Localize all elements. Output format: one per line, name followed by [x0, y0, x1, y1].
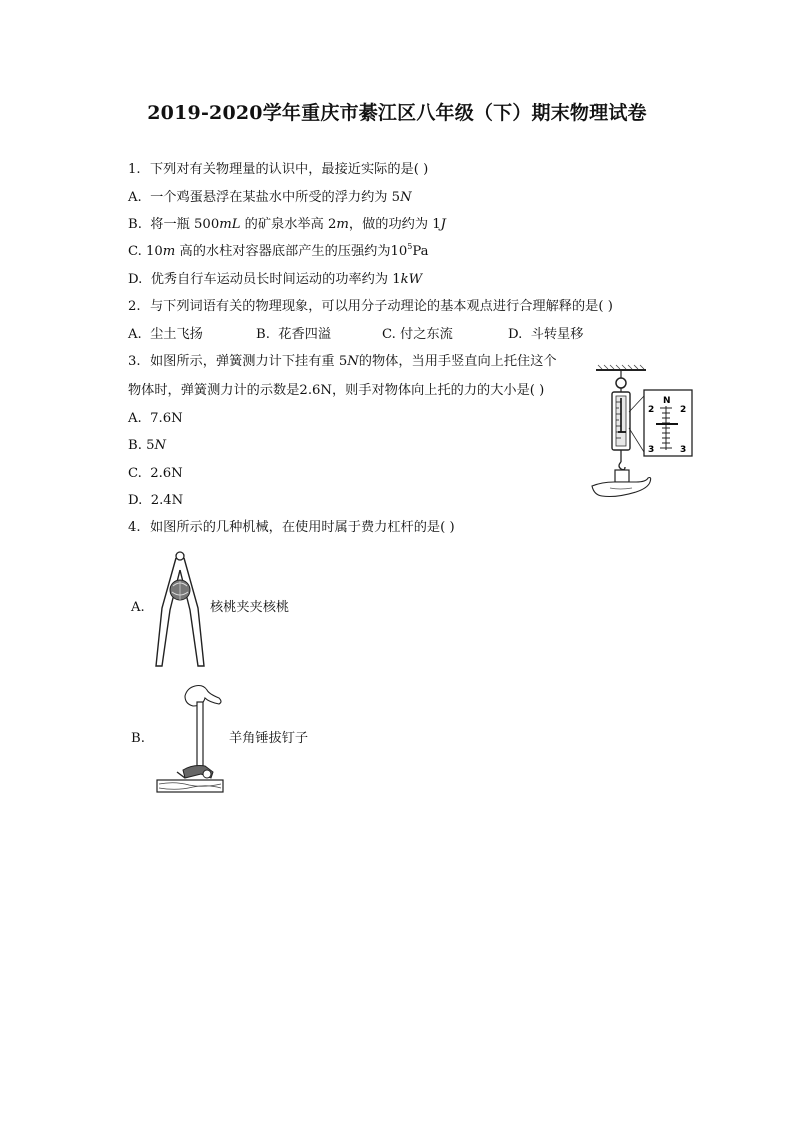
option-text: 斗转星移	[530, 327, 584, 342]
question-number: 4.	[128, 520, 141, 535]
q1-option-a[interactable]	[128, 189, 412, 207]
option-label: C.	[128, 244, 142, 259]
option-text: 7.6N	[150, 411, 183, 426]
unit: J	[440, 217, 446, 232]
question-text: 与下列词语有关的物理现象，可以用分子动理论的基本观点进行合理解释的是( )	[150, 299, 613, 314]
option-label: A.	[128, 327, 142, 342]
scale-tick-label: 3	[648, 445, 655, 455]
q2-option-a[interactable]	[128, 326, 203, 344]
option-label: B.	[256, 327, 270, 342]
scale-tick-label: 2	[648, 405, 655, 415]
option-text: 将一瓶 500	[150, 217, 220, 232]
q3-option-b[interactable]	[128, 437, 166, 455]
option-text: Pa	[412, 244, 429, 259]
option-label: D.	[508, 327, 523, 342]
question-2-stem	[128, 298, 613, 316]
q3-option-c[interactable]	[128, 465, 183, 483]
option-text: 2.4N	[150, 493, 184, 508]
claw-hammer-icon	[155, 682, 227, 794]
q1-option-c[interactable]	[128, 243, 429, 261]
q4-option-a-label[interactable]: A.	[131, 600, 145, 615]
question-1-stem	[128, 161, 428, 179]
scale-unit-label: N	[663, 396, 671, 406]
q4-option-b-caption: 羊角锤拔钉子	[229, 731, 309, 746]
option-label: D.	[128, 272, 143, 287]
option-label: C.	[128, 466, 142, 481]
q4-option-a-caption: 核桃夹夹核桃	[210, 600, 290, 615]
option-label: B.	[128, 438, 142, 453]
question-number: 1.	[128, 162, 141, 177]
option-text: 2.6N	[150, 466, 183, 481]
q2-option-d[interactable]	[508, 326, 583, 344]
spring-scale-figure	[588, 362, 698, 504]
q2-option-b[interactable]	[256, 326, 331, 344]
option-label: B.	[128, 217, 142, 232]
option-text: 付之东流	[400, 327, 453, 342]
unit: N	[347, 354, 359, 369]
exam-title: 2019-2020学年重庆市綦江区八年级（下）期末物理试卷	[147, 102, 647, 124]
q1-option-b[interactable]	[128, 216, 446, 234]
question-number: 3.	[128, 354, 141, 369]
option-text: 10	[146, 244, 163, 259]
option-label: C.	[382, 327, 396, 342]
scale-tick-label: 3	[680, 445, 687, 455]
question-3-stem-line2: 物体时，弹簧测力计的示数是2.6N，则手对物体向上托的力的大小是( )	[128, 383, 545, 398]
unit: m	[336, 217, 349, 232]
question-text: 的物体，当用手竖直向上托住这个	[358, 354, 557, 369]
option-label: A.	[128, 190, 142, 205]
question-text: 下列对有关物理量的认识中，最接近实际的是( )	[150, 162, 429, 177]
q1-option-d[interactable]	[128, 271, 422, 289]
option-text: 5	[146, 438, 155, 453]
unit: kW	[400, 272, 423, 287]
option-label: A.	[128, 411, 142, 426]
question-number: 2.	[128, 299, 141, 314]
question-3-stem-line1	[128, 353, 557, 371]
q3-option-a[interactable]	[128, 410, 183, 428]
option-text: 优秀自行车运动员长时间运动的功率约为 1	[150, 272, 401, 287]
option-text: 花香四溢	[278, 327, 332, 342]
question-text: 如图所示的几种机械，在使用时属于费力杠杆的是( )	[150, 520, 455, 535]
unit: m	[162, 244, 176, 259]
option-text: 的矿泉水举高 2	[240, 217, 337, 232]
scale-tick-label: 2	[680, 405, 687, 415]
option-text: 高的水柱对容器底部产生的压强约为10	[175, 244, 408, 259]
q4-option-b-label[interactable]: B.	[131, 731, 145, 746]
question-4-stem	[128, 519, 455, 537]
question-text: 如图所示，弹簧测力计下挂有重 5	[150, 354, 348, 369]
unit: N	[154, 438, 167, 453]
option-text: ，做的功约为 1	[348, 217, 441, 232]
option-text: 一个鸡蛋悬浮在某盐水中所受的浮力约为 5	[150, 190, 401, 205]
option-text: 尘土飞扬	[150, 327, 203, 342]
unit: N	[400, 190, 412, 205]
q3-option-d[interactable]	[128, 492, 183, 510]
q2-option-c[interactable]	[382, 326, 453, 344]
nutcracker-icon	[150, 548, 210, 668]
unit: mL	[219, 217, 241, 232]
superscript: 5	[407, 242, 413, 251]
option-label: D.	[128, 493, 143, 508]
